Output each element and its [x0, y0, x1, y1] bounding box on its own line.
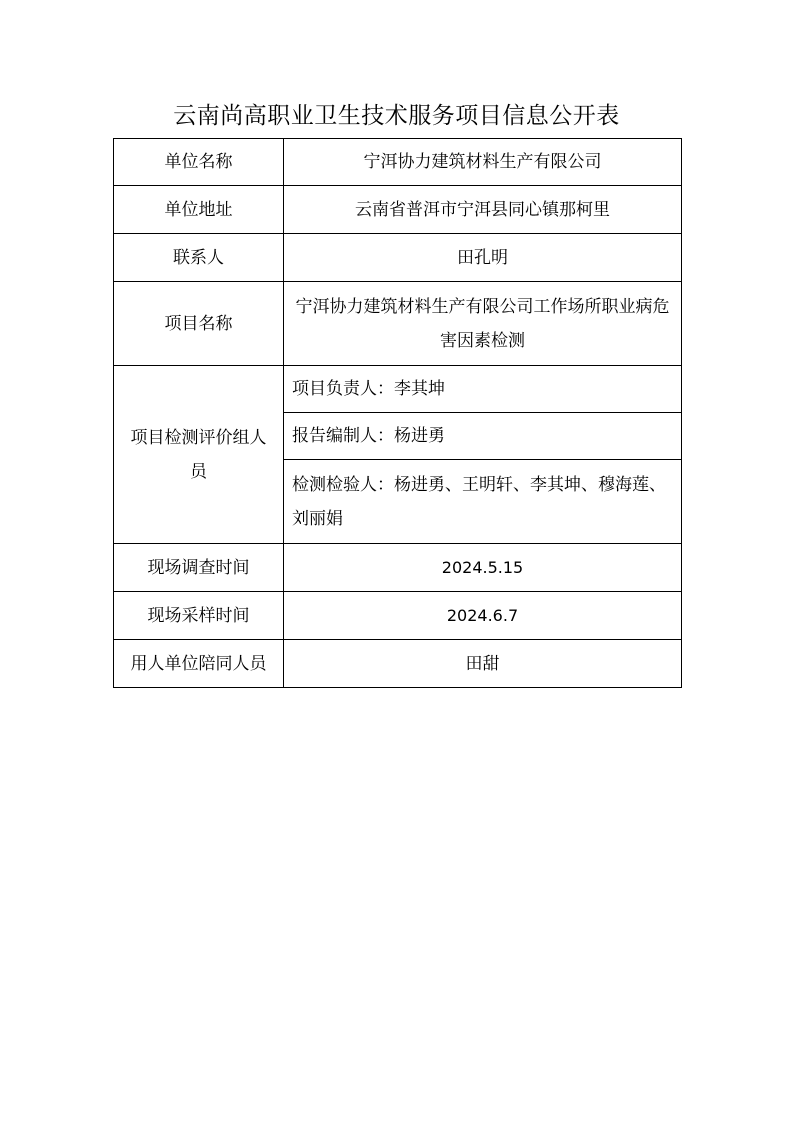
- unit-address-label: 单位地址: [114, 186, 284, 234]
- table-row: [114, 186, 682, 234]
- contact-label: 联系人: [114, 234, 284, 282]
- contact-value: 田孔明: [284, 234, 682, 282]
- escort-label: 用人单位陪同人员: [114, 640, 284, 688]
- unit-address-value: 云南省普洱市宁洱县同心镇那柯里: [284, 186, 682, 234]
- team-inspectors: 检测检验人：杨进勇、王明轩、李其坤、穆海莲、刘丽娟: [284, 460, 682, 544]
- project-name-label: 项目名称: [114, 282, 284, 366]
- page-title: 云南尚高职业卫生技术服务项目信息公开表: [173, 103, 620, 129]
- table-row: [114, 139, 682, 186]
- team-report-writer: 报告编制人：杨进勇: [284, 413, 682, 460]
- table-row: [114, 366, 682, 413]
- unit-name-value: 宁洱协力建筑材料生产有限公司: [284, 139, 682, 186]
- team-leader: 项目负责人：李其坤: [284, 366, 682, 413]
- table-row: [114, 640, 682, 688]
- project-name-value: 宁洱协力建筑材料生产有限公司工作场所职业病危害因素检测: [284, 282, 682, 366]
- table-row: [114, 282, 682, 366]
- survey-time-value: 2024.5.15: [284, 544, 682, 592]
- sampling-time-label: 现场采样时间: [114, 592, 284, 640]
- sampling-time-value: 2024.6.7: [284, 592, 682, 640]
- escort-value: 田甜: [284, 640, 682, 688]
- team-label: [114, 366, 284, 544]
- table-row: [114, 234, 682, 282]
- table-row: [114, 592, 682, 640]
- info-table: [113, 138, 682, 688]
- survey-time-label: 现场调查时间: [114, 544, 284, 592]
- team-label-text: 项目检测评价组人员: [130, 427, 267, 482]
- unit-name-label: 单位名称: [114, 139, 284, 186]
- table-row: [114, 544, 682, 592]
